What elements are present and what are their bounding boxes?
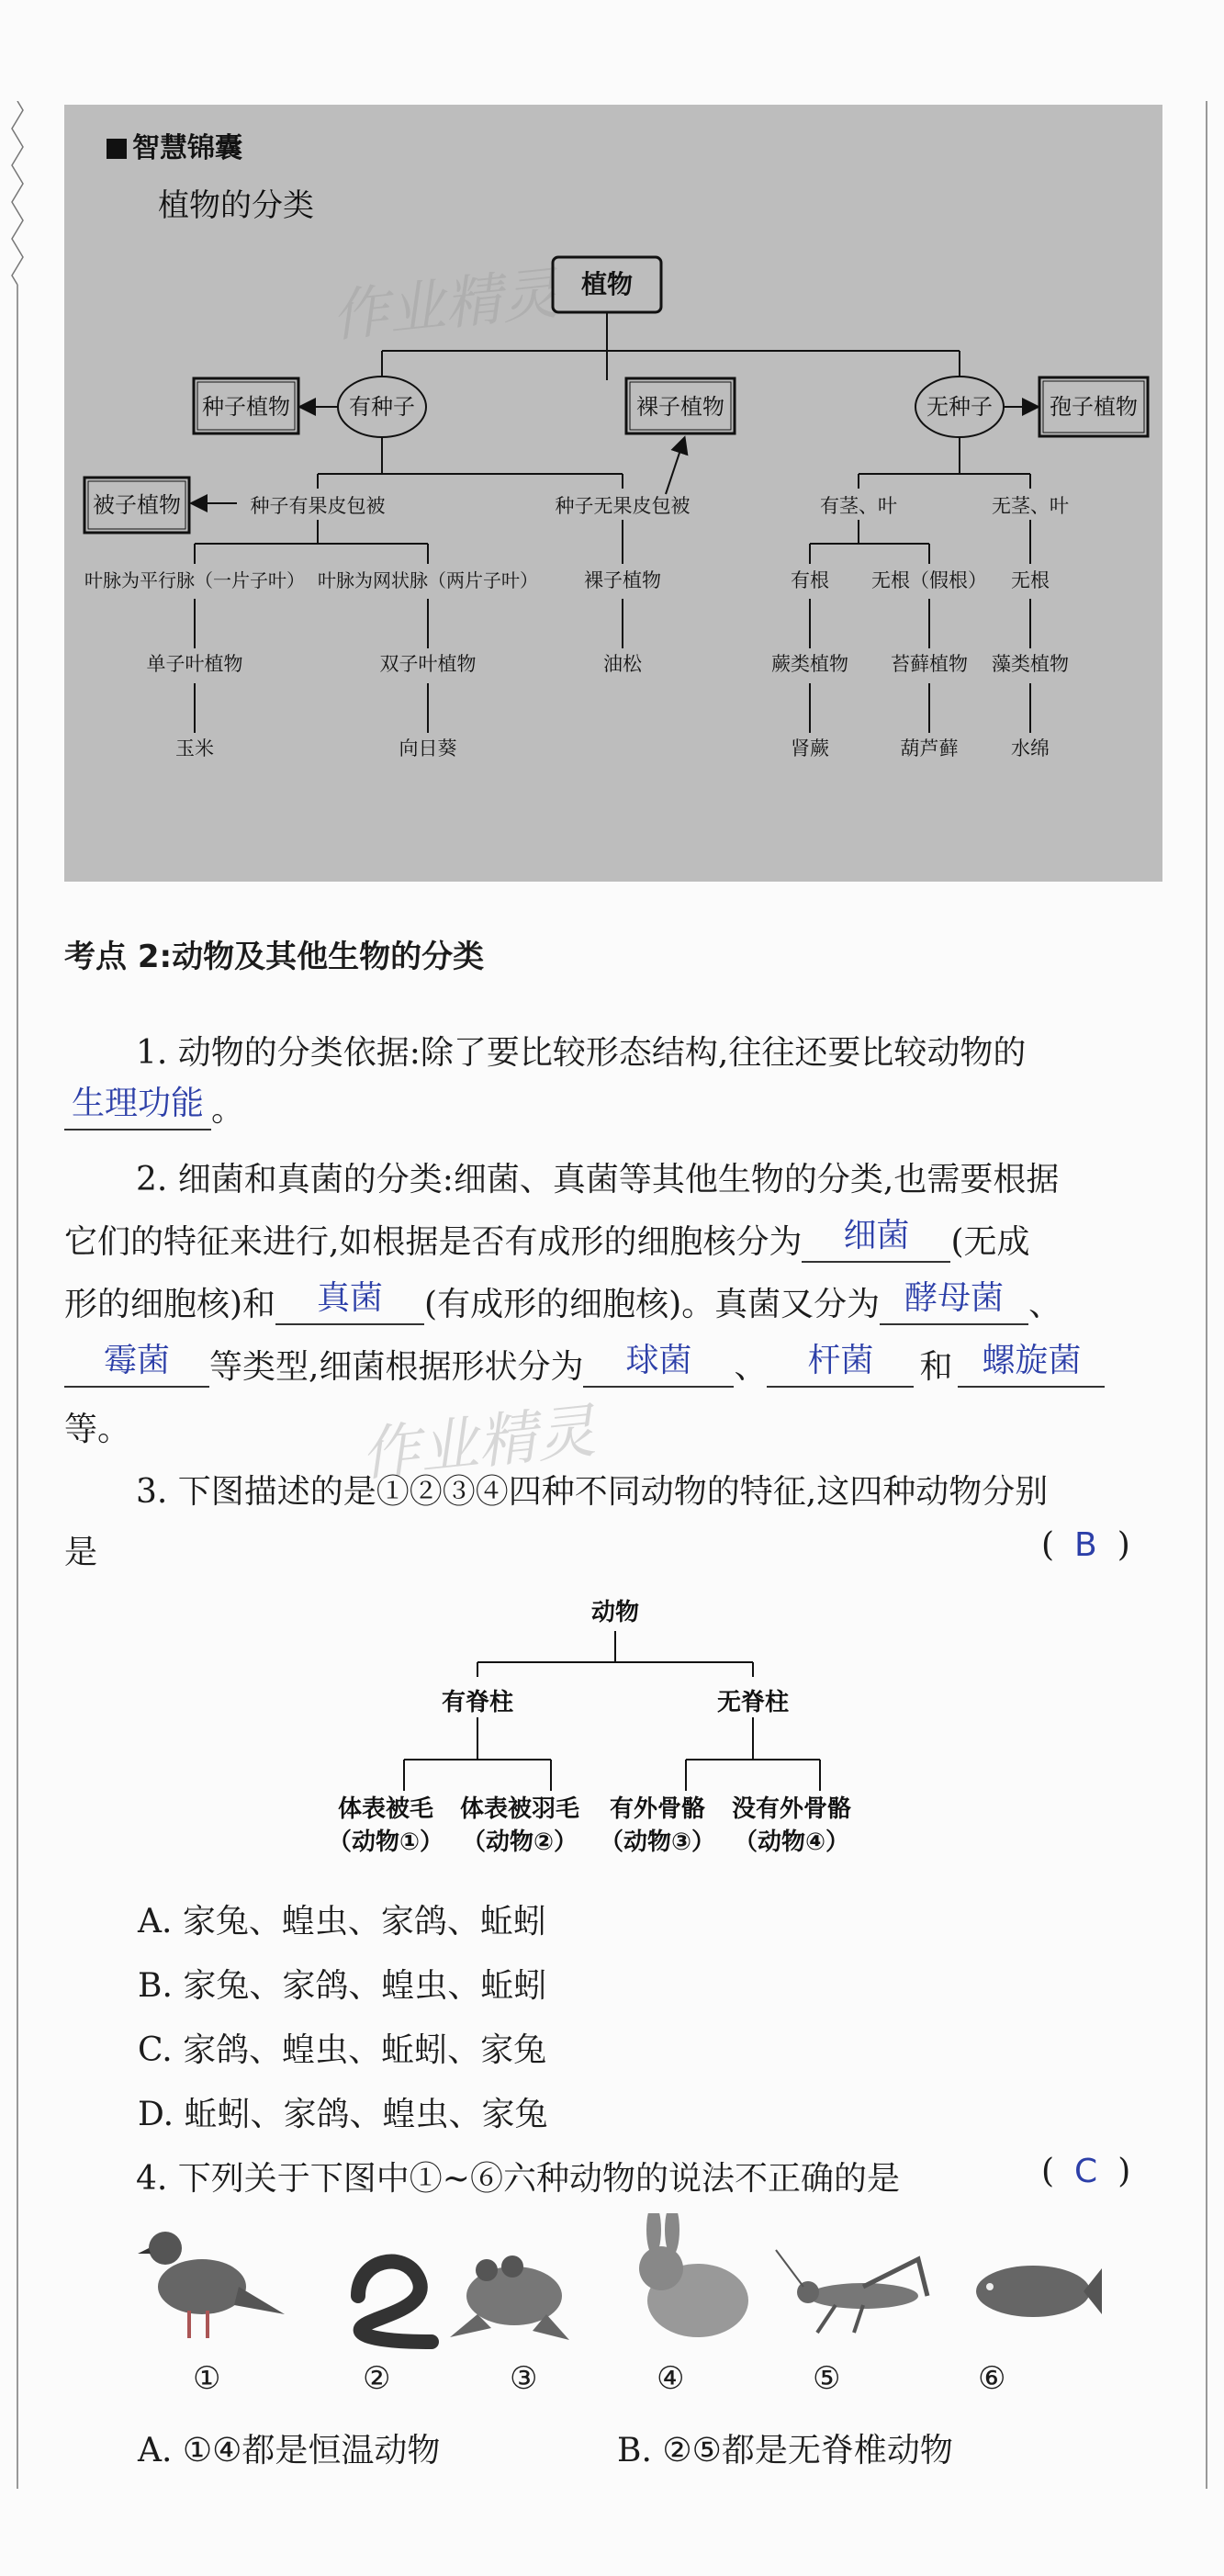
- grasshopper-image: [776, 2250, 927, 2333]
- q2-answer-mold: 霉菌: [103, 1342, 170, 1379]
- tree-animal-1: （动物①）: [327, 1828, 444, 1856]
- node-seed-with-coat: 种子有果皮包被: [250, 495, 386, 517]
- q2-answer-yeast: 酵母菌: [904, 1279, 1005, 1317]
- tree-feather: 体表被羽毛: [459, 1795, 580, 1823]
- node-fern: 蕨类植物: [771, 653, 848, 675]
- watermark: 作业精灵: [328, 259, 562, 350]
- q2-line4: [64, 1341, 1105, 1388]
- tree-animal: 动物: [590, 1599, 640, 1626]
- tree-fur: 体表被毛: [337, 1795, 434, 1823]
- q4-option-b[interactable]: B. ②⑤都是无脊椎动物: [617, 2432, 953, 2469]
- q2-line3b: (有成形的细胞核)。真菌又分为: [424, 1286, 881, 1323]
- q1-text: [136, 1027, 1026, 1074]
- tree-animal-2: （动物②）: [461, 1828, 578, 1856]
- node-gymnosperm-box: 裸子植物: [636, 394, 724, 420]
- tree-no-exoskeleton: 没有外骨骼: [731, 1795, 852, 1823]
- q2-line3c: 、: [1028, 1286, 1062, 1323]
- q3-option-c[interactable]: C. 家鸽、蝗虫、蚯蚓、家兔: [138, 2031, 547, 2069]
- label-2: ②: [363, 2360, 391, 2397]
- q3-line1: 3. 下图描述的是①②③④四种不同动物的特征,这四种动物分别: [136, 1473, 1049, 1511]
- q2-and: 和: [919, 1348, 953, 1386]
- tree-exoskeleton: 有外骨骼: [609, 1795, 706, 1823]
- animal-images: [129, 2213, 1102, 2351]
- section-heading: 考点 2:动物及其他生物的分类: [64, 939, 485, 975]
- node-has-root: 有根: [791, 569, 829, 591]
- frog-image: [450, 2255, 569, 2340]
- plant-classification-tree: [64, 105, 1162, 882]
- node-angiosperm: 被子植物: [93, 492, 181, 518]
- q2-answer-coccus: 球菌: [625, 1342, 692, 1379]
- q2-blank-mold: [64, 1342, 209, 1388]
- node-no-stem-leaf: 无茎、叶: [992, 495, 1069, 517]
- q3-option-a[interactable]: A. 家兔、蝗虫、家鸽、蚯蚓: [138, 1903, 546, 1940]
- q4-option-a[interactable]: A. ①④都是恒温动物: [138, 2432, 441, 2469]
- tree-animal-4: （动物④）: [733, 1828, 850, 1856]
- q1-stem: 1. 动物的分类依据:除了要比较形态结构,往往还要比较动物的: [136, 1034, 1027, 1072]
- node-monocot: 单子叶植物: [146, 653, 243, 675]
- tips-subtitle: 植物的分类: [158, 187, 314, 224]
- q3-option-d[interactable]: D. 蚯蚓、家鸽、蝗虫、家兔: [138, 2096, 548, 2133]
- node-net-vein: 叶脉为网状脉（两片子叶）: [318, 569, 538, 591]
- q2-line4a: 等类型,细菌根据形状分为: [209, 1348, 584, 1386]
- node-seed-without-coat: 种子无果皮包被: [555, 495, 691, 517]
- node-no-root: 无根: [1011, 569, 1050, 591]
- node-parallel-vein: 叶脉为平行脉（一片子叶）: [84, 569, 305, 591]
- q2-answer-spirillum: 螺旋菌: [982, 1342, 1082, 1379]
- q4-answer: C: [1074, 2153, 1098, 2190]
- node-sunflower: 向日葵: [399, 737, 457, 759]
- q2-blank-fungi: [275, 1279, 424, 1325]
- label-1: ①: [193, 2360, 221, 2397]
- rabbit-image: [639, 2213, 748, 2337]
- q1-answer-line: [64, 1084, 244, 1131]
- q2-blank-bacteria: [802, 1217, 950, 1263]
- pigeon-image: [138, 2232, 285, 2338]
- label-4: ④: [657, 2360, 685, 2397]
- node-has-seed: 有种子: [349, 394, 415, 420]
- tree-invertebrate: 无脊柱: [716, 1689, 790, 1716]
- q2-answer-bacillus: 杆菌: [807, 1342, 874, 1379]
- node-false-root: 无根（假根）: [871, 569, 987, 591]
- q3-answer: B: [1074, 1526, 1097, 1564]
- node-plant: 植物: [580, 269, 634, 299]
- label-6: ⑥: [978, 2360, 1006, 2397]
- q2-line2b: (无成: [950, 1223, 1030, 1261]
- earthworm-image: [358, 2262, 432, 2342]
- tips-title-text: 智慧锦囊: [132, 132, 242, 164]
- q3-answer-paren: [1041, 1526, 1130, 1564]
- q2-line2a: 它们的特征来进行,如根据是否有成形的细胞核分为: [64, 1223, 803, 1261]
- q2-answer-bacteria: 细菌: [843, 1217, 910, 1254]
- q3-paren-close: ): [1117, 1526, 1130, 1564]
- q2-line5: 等。: [64, 1411, 131, 1448]
- q2-blank-bacillus: [767, 1342, 914, 1388]
- q1-blank: [64, 1085, 211, 1131]
- label-3: ③: [510, 2360, 538, 2397]
- fish-image: [976, 2266, 1102, 2317]
- q4-paren-open: (: [1041, 2153, 1055, 2190]
- tree-vertebrate: 有脊柱: [441, 1689, 514, 1716]
- q2-sep: 、: [734, 1348, 768, 1386]
- right-decorative-border: [1200, 101, 1213, 2489]
- q4-text: 4. 下列关于下图中①~⑥六种动物的说法不正确的是: [136, 2160, 900, 2198]
- node-funaria: 葫芦藓: [900, 737, 959, 759]
- q2-line3a: 形的细胞核)和: [64, 1286, 276, 1323]
- node-dicot: 双子叶植物: [379, 653, 477, 675]
- node-pine: 油松: [603, 653, 642, 675]
- watermark-2: 作业精灵: [357, 1397, 599, 1490]
- q4-answer-paren: [1041, 2153, 1130, 2190]
- node-gymnosperm: 裸子植物: [584, 569, 661, 591]
- q1-end: 。: [211, 1091, 245, 1129]
- node-algae: 藻类植物: [992, 653, 1069, 675]
- node-moss: 苔藓植物: [891, 653, 968, 675]
- node-spore-plant: 孢子植物: [1050, 394, 1138, 420]
- left-decorative-border: [11, 101, 24, 2489]
- node-corn: 玉米: [175, 737, 214, 759]
- node-bracken: 肾蕨: [791, 737, 829, 759]
- label-5: ⑤: [813, 2360, 841, 2397]
- q2-blank-yeast: [880, 1279, 1028, 1325]
- q2-line2: [64, 1216, 1030, 1263]
- q3-option-b[interactable]: B. 家兔、家鸽、蝗虫、蚯蚓: [138, 1967, 547, 2005]
- q3-paren-open: (: [1041, 1526, 1055, 1564]
- tree-animal-3: （动物③）: [599, 1828, 716, 1856]
- q2-line3: [64, 1278, 1061, 1325]
- q3-line2: 是: [64, 1534, 98, 1571]
- q1-answer: 生理功能: [71, 1085, 204, 1122]
- q2-line1: 2. 细菌和真菌的分类:细菌、真菌等其他生物的分类,也需要根据: [136, 1161, 1060, 1198]
- node-seed-plant: 种子植物: [202, 394, 290, 420]
- q2-blank-spirillum: [958, 1342, 1105, 1388]
- q4-paren-close: ): [1117, 2153, 1131, 2190]
- node-spirogyra: 水绵: [1011, 737, 1050, 759]
- q2-blank-coccus: [583, 1342, 734, 1388]
- tips-box: [64, 105, 1162, 882]
- q2-answer-fungi: 真菌: [317, 1279, 384, 1317]
- node-no-seed: 无种子: [926, 394, 993, 420]
- animal-classification-tree: [312, 1589, 918, 1873]
- node-has-stem-leaf: 有茎、叶: [820, 495, 897, 517]
